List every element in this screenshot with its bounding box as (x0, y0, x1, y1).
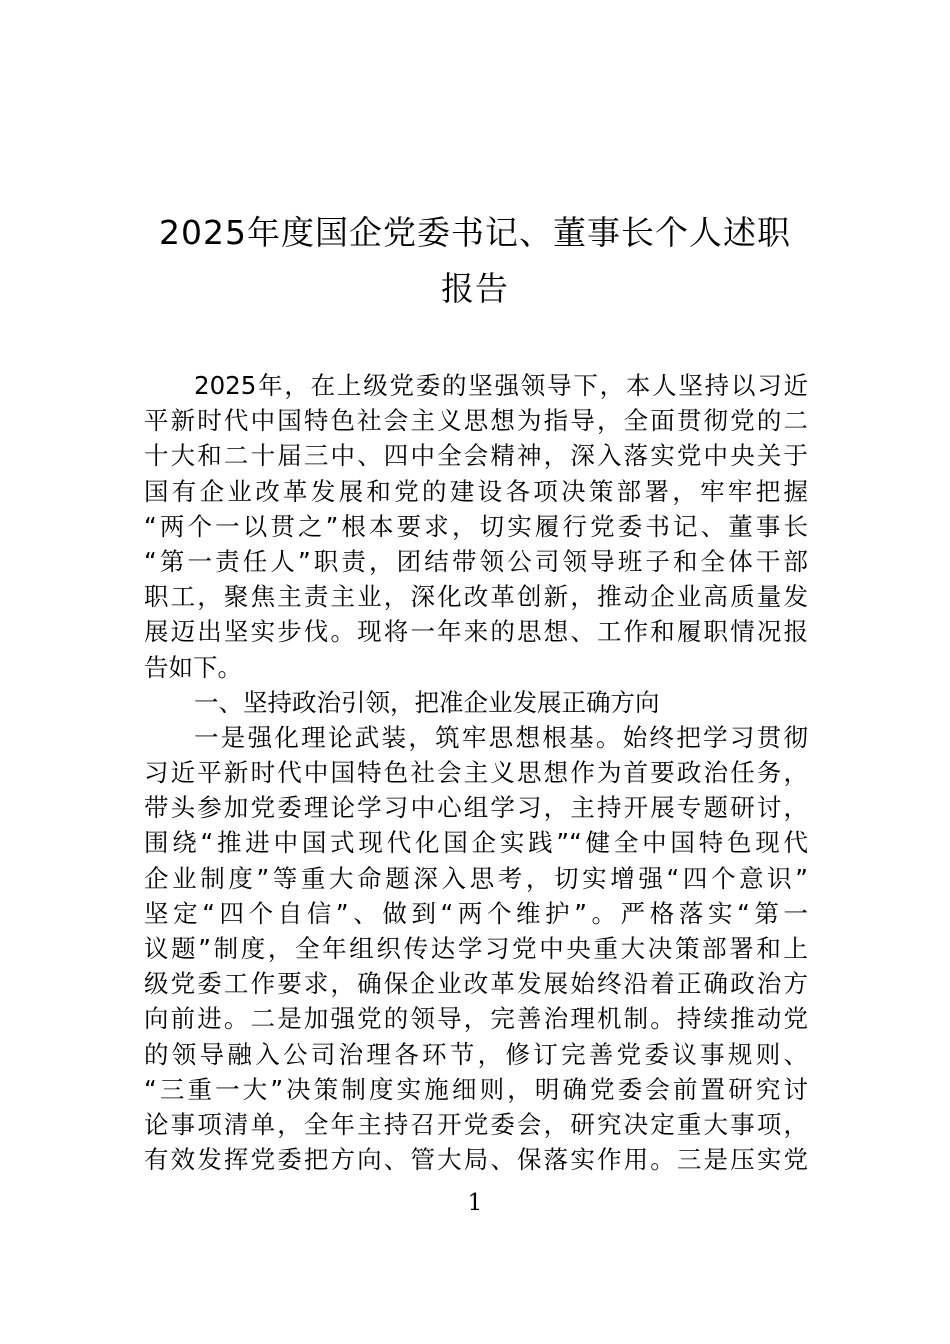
paragraph-line: “第一责任人”职责，团结带领公司领导班子和全体干部 (144, 546, 808, 576)
paragraph-line: 展迈出坚实步伐。现将一年来的思想、工作和履职情况报 (144, 617, 808, 647)
paragraph-line: “两个一以贯之”根本要求，切实履行党委书记、董事长 (144, 511, 808, 541)
title-line: 报告 (441, 269, 509, 308)
paragraph-line: 职工，聚焦主责主业，深化改革创新，推动企业高质量发 (144, 582, 808, 612)
document-body (144, 368, 808, 1177)
paragraph-line: 级党委工作要求，确保企业改革发展始终沿着正确政治方 (144, 969, 808, 999)
paragraph-line: 国有企业改革发展和党的建设各项决策部署，牢牢把握 (144, 476, 808, 506)
paragraph-line: 坚定“四个自信”、做到“两个维护”。严格落实“第一 (144, 898, 808, 928)
paragraph-line: 企业制度”等重大命题深入思考，切实增强“四个意识” (144, 863, 808, 893)
paragraph-line: 习近平新时代中国特色社会主义思想作为首要政治任务， (144, 758, 808, 788)
page-number: 1 (467, 1190, 483, 1216)
paragraph-line: 论事项清单，全年主持召开党委会，研究决定重大事项， (144, 1109, 808, 1139)
paragraph-line: 向前进。二是加强党的领导，完善治理机制。持续推动党 (144, 1004, 808, 1034)
title-line: 2025年度国企党委书记、董事长个人述职 (159, 213, 791, 252)
paragraph-line: 议题”制度，全年组织传达学习党中央重大决策部署和上 (144, 934, 808, 963)
paragraph-line: 告如下。 (144, 652, 242, 682)
document-title (100, 205, 850, 317)
paragraph-line: 围绕“推进中国式现代化国企实践”“健全中国特色现代 (144, 828, 808, 858)
paragraph-line: 有效发挥党委把方向、管大局、保落实作用。三是压实党 (144, 1145, 808, 1175)
paragraph-line: 的领导融入公司治理各环节，修订完善党委议事规则、 (144, 1039, 808, 1069)
paragraph-line: 十大和二十届三中、四中全会精神，深入落实党中央关于 (144, 441, 808, 471)
section-heading: 一、坚持政治引领，把准企业发展正确方向 (194, 687, 660, 717)
paragraph-line: 2025年，在上级党委的坚强领导下，本人坚持以习近 (194, 371, 808, 400)
paragraph-line: “三重一大”决策制度实施细则，明确党委会前置研究讨 (144, 1074, 808, 1104)
paragraph-line: 带头参加党委理论学习中心组学习，主持开展专题研讨， (144, 793, 808, 823)
paragraph-line: 平新时代中国特色社会主义思想为指导，全面贯彻党的二 (144, 406, 808, 436)
paragraph-line: 一是强化理论武装，筑牢思想根基。始终把学习贯彻 (194, 722, 808, 752)
